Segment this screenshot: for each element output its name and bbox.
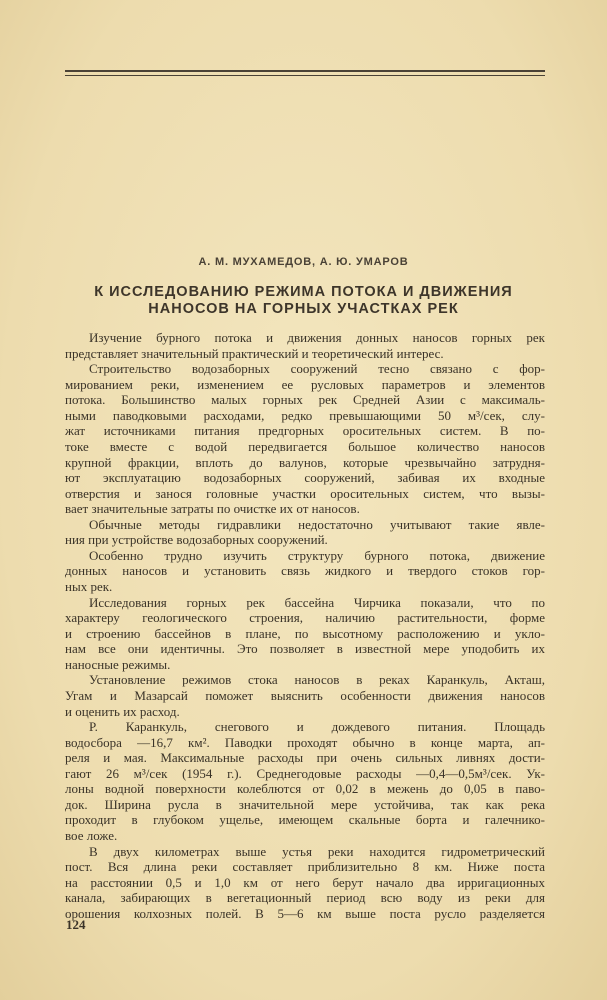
top-rule — [65, 70, 545, 72]
authors: А. М. МУХАМЕДОВ, А. Ю. УМАРОВ — [198, 256, 409, 268]
text-line: Изучение бурного потока и движения донных наносов горных рек — [89, 330, 545, 345]
paragraph — [65, 517, 545, 548]
text-line: Строительство водозаборных сооружений тесно связано с фор- — [89, 361, 545, 377]
paragraph — [65, 672, 545, 719]
text-line: гают 26 м³/сек (1954 г.). Среднегодовые расходы —0,4—0,5м³/сек. Ук- — [65, 765, 545, 781]
text-line: В двух километрах выше устья реки находится гидрометрический — [89, 843, 545, 859]
text-line: отверстия и занося головные участки оросительных систем, что вызы- — [65, 485, 545, 501]
paragraph — [65, 361, 545, 517]
text-line: наносные режимы. — [65, 656, 171, 672]
top-rule-thin — [65, 75, 545, 76]
text-line: представляет значительный практический и теоретический интерес. — [65, 345, 444, 361]
text-line: Угам и Мазарсай поможет выяснить особенности движения наносов — [65, 687, 545, 703]
text-line: орошения колхозных полей. В 5—6 км выше поста русло разделяется — [65, 905, 545, 921]
text-line: реля и мая. Максимальные расходы при очень сильных ливнях дости- — [65, 750, 545, 766]
text-line: ных рек. — [65, 579, 113, 594]
text-line: док. Ширина русла в значительной мере устойчива, так как река — [65, 796, 545, 812]
title-line: НАНОСОВ НА ГОРНЫХ УЧАСТКАХ РЕК — [148, 301, 459, 317]
text-line: проходит в глубоком ущелье, имеющем скальные борта и галечнико- — [65, 812, 545, 828]
text-line: ными паводковыми расходами, редко превышающими 50 м³/сек, слу- — [65, 407, 545, 423]
text-line: характеру геологического строения, наличию растительности, форме — [65, 610, 545, 626]
paragraph — [65, 595, 545, 673]
text-line: водосбора —16,7 км². Паводки проходят обычно в конце марта, ап- — [65, 734, 545, 750]
paragraph — [65, 330, 545, 361]
text-line: канала, забирающих в вегетационный период всю воду из реки для — [65, 890, 545, 906]
text-line: и оценить их расход. — [65, 703, 180, 719]
text-line: вое ложе. — [65, 828, 118, 843]
text-line: Особенно трудно изучить структуру бурного потока, движение — [89, 547, 545, 563]
text-line: донных наносов и установить связь жидкого и твердого стоков гор- — [65, 563, 545, 579]
text-line: Обычные методы гидравлики недостаточно учитывают такие явле- — [89, 516, 545, 532]
text-line: мированием реки, изменением ее русловых параметров и элементов — [65, 376, 545, 392]
title-line: К ИССЛЕДОВАНИЮ РЕЖИМА ПОТОКА И ДВИЖЕНИЯ — [94, 284, 513, 300]
article-body — [65, 330, 545, 921]
paragraph — [65, 719, 545, 844]
text-line: Исследования горных рек бассейна Чирчика показали, что по — [89, 594, 545, 610]
text-line: жат источниками питания предгорных оросительных систем. В по- — [65, 423, 545, 439]
text-line: пост. Вся длина реки составляет приблизительно 8 км. Ниже поста — [65, 859, 545, 875]
page-number: 124 — [66, 917, 86, 932]
paragraph — [65, 844, 545, 922]
text-line: крупной фракции, вплоть до валунов, которые чрезвычайно затрудня- — [65, 454, 545, 470]
text-line: Установление режимов стока наносов в реках Каранкуль, Акташ, — [89, 672, 545, 688]
text-line: ют эксплуатацию водозаборных сооружений, забивая их входные — [65, 470, 545, 486]
article-title — [0, 284, 607, 318]
text-line: токе вместе с водой передвигается большое количество наносов — [65, 438, 545, 454]
text-line: вает значительные затраты по очистке их от наносов. — [65, 501, 360, 517]
paragraph — [65, 548, 545, 595]
text-line: нам все они идентичны. Это позволяет в известной мере уподобить их — [65, 641, 545, 657]
text-line: на расстоянии 0,5 и 1,0 км от него берут начало два ирригационных — [65, 874, 545, 890]
text-line: ния при устройстве водозаборных сооружений. — [65, 532, 328, 548]
text-line: лоны водной поверхности колеблются от 0,02 в межень до 0,05 в паво- — [65, 781, 545, 797]
text-line: Р. Каранкуль, снегового и дождевого питания. Площадь — [89, 719, 545, 735]
text-line: и строению бассейнов в плане, по высотному расположению и укло- — [65, 625, 545, 641]
text-line: потока. Большинство малых горных рек Средней Азии с максималь- — [65, 392, 545, 408]
